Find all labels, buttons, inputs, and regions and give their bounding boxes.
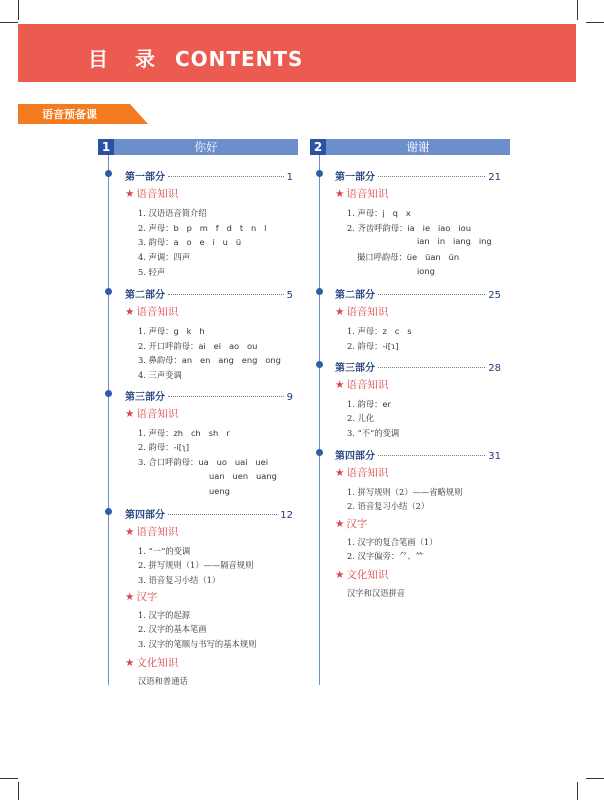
list-item (138, 574, 220, 586)
list-item (357, 251, 459, 263)
section-heading (335, 304, 388, 319)
list-item (138, 236, 241, 248)
crop-mark (18, 782, 19, 800)
list-item (138, 456, 268, 468)
pinyin-text: ai ei ao ou (198, 341, 258, 351)
timeline-dot (316, 288, 323, 295)
pinyin-text: iong (417, 266, 435, 276)
item-text: 2. 开口呼韵母： (138, 341, 199, 351)
pinyin-text: an en ang eng ong (181, 355, 281, 365)
item-text: 3. 汉字的笔顺与书写的基本规则 (138, 639, 257, 649)
star-icon: ★ (335, 306, 345, 318)
pinyin-text: er (382, 399, 391, 409)
crop-mark (586, 778, 604, 779)
list-item (417, 236, 492, 246)
item-text: 2. 齐齿呼韵母： (347, 223, 408, 233)
pinyin-text: ia ie iao iou (407, 223, 471, 233)
item-text: 4. 三声变调 (138, 370, 182, 380)
item-text: 3. “不”的变调 (347, 428, 400, 438)
dot-leader (168, 294, 284, 295)
part-link[interactable] (335, 286, 501, 301)
dot-leader (168, 514, 277, 515)
item-text: 5. 轻声 (138, 267, 166, 277)
timeline-dot (316, 170, 323, 177)
part-label: 第二部分 (335, 290, 375, 301)
section-heading (335, 186, 388, 201)
pinyin-text: z c s (382, 326, 412, 336)
list-item (347, 340, 399, 352)
section-label: 语音知识 (136, 188, 179, 200)
list-item (347, 500, 429, 512)
section-heading (335, 465, 388, 480)
list-item (347, 550, 424, 562)
list-item (138, 545, 190, 557)
dot-leader (378, 367, 485, 368)
item-text: 2. 语音复习小结（2） (347, 501, 430, 511)
item-text: 1. “一”的变调 (138, 546, 191, 556)
title-en: CONTENTS (174, 47, 304, 71)
list-item (138, 207, 207, 219)
crop-mark (0, 22, 18, 23)
list-item (347, 427, 399, 439)
part-label: 第三部分 (335, 363, 375, 374)
section-label: 语音知识 (346, 379, 389, 391)
item-text: 1. 声母： (347, 208, 383, 218)
item-text: 2. 汉字的基本笔画 (138, 624, 207, 634)
item-text: 1. 汉字的复合笔画（1） (347, 537, 438, 547)
item-text: 1. 声母： (347, 326, 383, 336)
page-number: 1 (286, 172, 293, 183)
lesson-header-2 (310, 139, 510, 155)
section-label: 语音知识 (136, 408, 179, 420)
part-label: 第一部分 (125, 172, 165, 183)
crop-mark (18, 0, 19, 20)
timeline-dot (105, 390, 112, 397)
list-item (347, 325, 412, 337)
item-text: 4. 声调：四声 (138, 252, 191, 262)
timeline-dot (316, 361, 323, 368)
part-label: 第二部分 (125, 290, 165, 301)
timeline-dot (105, 170, 112, 177)
list-item (138, 441, 189, 453)
part-label: 第四部分 (125, 510, 165, 521)
page-title (88, 43, 303, 72)
section-label: 语音知识 (346, 306, 389, 318)
item-text: 1. 汉语语音简介绍 (138, 208, 207, 218)
list-item (138, 559, 253, 571)
star-icon: ★ (335, 188, 345, 200)
page-number: 12 (280, 510, 293, 521)
page-number: 28 (488, 363, 501, 374)
part-label: 第四部分 (335, 451, 375, 462)
section-label: 语音知识 (136, 306, 179, 318)
dot-leader (168, 396, 284, 397)
part-label: 第一部分 (335, 172, 375, 183)
lesson-title: 你好 (194, 140, 218, 154)
timeline-dot (105, 508, 112, 515)
item-text: 2. 声母： (138, 223, 174, 233)
part-label: 第三部分 (125, 392, 165, 403)
item-text: 2. 韵母： (347, 341, 383, 351)
page-number: 9 (286, 392, 293, 403)
list-item (138, 427, 230, 439)
dot-leader (378, 294, 485, 295)
pinyin-text: -i[ʅ] (173, 442, 190, 452)
section-heading (125, 524, 178, 539)
section-label: 语音知识 (346, 467, 389, 479)
section-heading (335, 377, 388, 392)
crop-mark (577, 0, 578, 20)
list-item (417, 266, 435, 276)
list-item (347, 207, 411, 219)
item-text: 1. 声母： (138, 326, 174, 336)
part-link[interactable] (125, 168, 293, 183)
section-heading (335, 516, 367, 531)
section-label: 语音知识 (136, 526, 179, 538)
star-icon: ★ (125, 591, 135, 603)
list-item (347, 486, 462, 498)
list-item (138, 623, 207, 635)
part-link[interactable] (125, 286, 293, 301)
star-icon: ★ (125, 526, 135, 538)
list-item (347, 222, 471, 234)
list-item (138, 354, 281, 366)
star-icon: ★ (125, 188, 135, 200)
section-heading (125, 655, 178, 670)
section-label: 语音知识 (346, 188, 389, 200)
dot-leader (378, 176, 485, 177)
list-item (347, 398, 391, 410)
section-heading (125, 186, 178, 201)
star-icon: ★ (125, 657, 135, 669)
section-heading (125, 304, 178, 319)
list-item (138, 638, 256, 650)
culture-item: 汉语和普通话 (138, 676, 188, 686)
item-text: 3. 鼻韵母： (138, 355, 182, 365)
timeline-dot (105, 288, 112, 295)
item-text: 2. 韵母： (138, 442, 174, 452)
item-text: 1. 声母： (138, 428, 174, 438)
lesson-title: 谢谢 (406, 140, 430, 154)
list-item (209, 486, 230, 496)
star-icon: ★ (125, 306, 135, 318)
list-item (138, 340, 257, 352)
section-tag-label: 语音预备课 (42, 108, 97, 121)
list-item (138, 609, 190, 621)
timeline-line (319, 155, 320, 685)
pinyin-text: g k h (173, 326, 205, 336)
pinyin-text: üe üan ün (406, 252, 460, 262)
item-text: 1. 韵母： (347, 399, 383, 409)
pinyin-text: b p m f d t n l (173, 223, 267, 233)
section-label: 汉字 (136, 591, 158, 603)
section-heading (125, 406, 178, 421)
timeline-line (108, 155, 109, 685)
page-number: 5 (286, 290, 293, 301)
section-label: 文化知识 (346, 569, 389, 581)
part-link[interactable] (335, 359, 501, 374)
list-item (347, 536, 438, 548)
section-heading (335, 567, 388, 582)
part-link[interactable] (125, 388, 293, 403)
list-item (138, 369, 182, 381)
part-link[interactable] (335, 447, 501, 462)
lesson-number: 2 (310, 139, 326, 155)
item-text: 2. 拼写规则（1）——隔音规则 (138, 560, 254, 570)
item-text: 3. 韵母： (138, 237, 174, 247)
page-number: 25 (488, 290, 501, 301)
star-icon: ★ (125, 408, 135, 420)
pinyin-text: a o e i u ü (173, 237, 242, 247)
pinyin-text: j q x (382, 208, 411, 218)
item-text: 2. 汉字偏旁：⺈、⺮ (347, 551, 424, 561)
crop-mark (577, 782, 578, 800)
lesson-header-1 (98, 139, 298, 155)
section-heading (125, 589, 157, 604)
page-number: 21 (488, 172, 501, 183)
lesson-number: 1 (98, 139, 114, 155)
culture-item: 汉字和汉语拼音 (347, 588, 406, 598)
item-text: 1. 拼写规则（2）——省略规则 (347, 487, 463, 497)
star-icon: ★ (335, 379, 345, 391)
list-item (209, 471, 277, 481)
pinyin-text: -i[ɿ] (382, 341, 399, 351)
item-text: 撮口呼韵母： (357, 252, 407, 262)
timeline-dot (316, 449, 323, 456)
list-item (138, 251, 190, 263)
dot-leader (168, 176, 284, 177)
section-label: 文化知识 (136, 657, 179, 669)
crop-mark (586, 22, 604, 23)
list-item (138, 266, 165, 278)
pinyin-text: uan uen uang (209, 471, 277, 481)
pinyin-text: ian in iang ing (417, 236, 492, 246)
pinyin-text: ueng (209, 486, 230, 496)
crop-mark (0, 778, 18, 779)
list-item (138, 222, 266, 234)
part-link[interactable] (335, 168, 501, 183)
star-icon: ★ (335, 518, 345, 530)
item-text: 3. 合口呼韵母： (138, 457, 199, 467)
star-icon: ★ (335, 467, 345, 479)
item-text: 1. 汉字的起源 (138, 610, 191, 620)
item-text: 2. 儿化 (347, 413, 375, 423)
list-item (347, 412, 374, 424)
pinyin-text: ua uo uai uei (198, 457, 269, 467)
section-label: 汉字 (346, 518, 368, 530)
dot-leader (378, 455, 485, 456)
list-item (138, 325, 205, 337)
pinyin-text: zh ch sh r (173, 428, 230, 438)
item-text: 3. 语音复习小结（1） (138, 575, 221, 585)
star-icon: ★ (335, 569, 345, 581)
part-link[interactable] (125, 506, 293, 521)
title-cn: 目 录 (88, 47, 165, 71)
page-number: 31 (488, 451, 501, 462)
